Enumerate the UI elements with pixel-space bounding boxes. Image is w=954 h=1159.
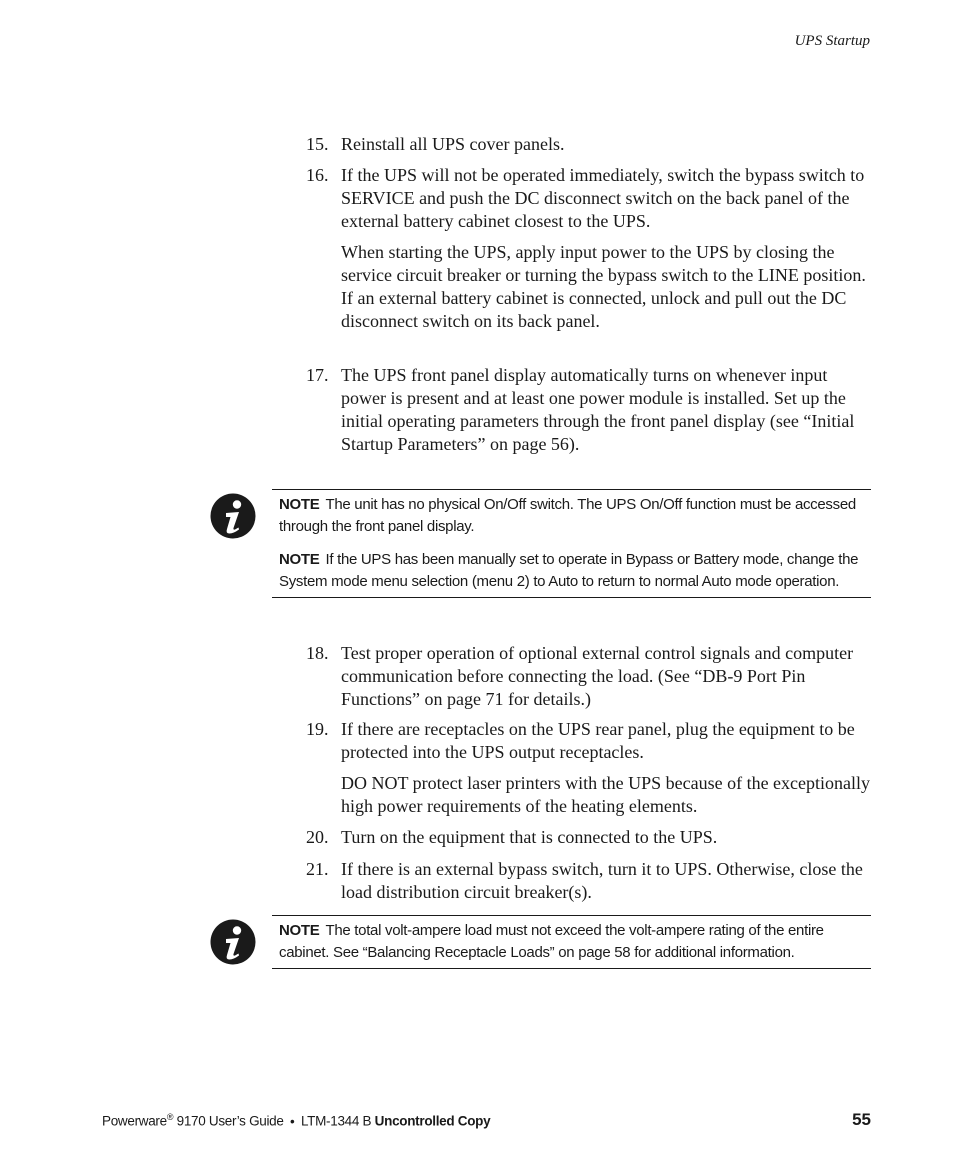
note [272, 920, 871, 964]
registered-mark: ® [166, 1112, 174, 1122]
info-icon [210, 919, 256, 965]
running-head: UPS Startup [794, 33, 870, 49]
step-text: When starting the UPS, apply input power to the UPS by closing the service circuit breaker or turning the bypass switch to the LINE position. If an external battery cabinet is connected, unlock and pull out the DC disconnect switch on its back panel. [341, 242, 866, 331]
step-text: If there is an external bypass switch, turn it to UPS. Otherwise, close the load distribution circuit breaker(s). [341, 859, 863, 902]
step-number: 17. [306, 365, 329, 385]
step-18 [306, 642, 872, 711]
note-box [272, 915, 871, 969]
step-number: 19. [306, 719, 329, 739]
step-text: The UPS front panel display automatically turns on whenever input power is present and at least one power module is installed. Set up the initial operating parameters through the front panel display (see “Initial Startup Parameters” on page 56). [341, 365, 855, 454]
step-text: Reinstall all UPS cover panels. [341, 134, 565, 154]
step-19 [306, 718, 872, 818]
step-20 [306, 826, 872, 849]
footer-status: Uncontrolled Copy [374, 1113, 491, 1129]
page-number: 55 [852, 1110, 871, 1129]
note-text: If the UPS has been manually set to operate in Bypass or Battery mode, change the System mode menu selection (menu 2) to Auto to return to normal Auto mode operation. [279, 551, 859, 590]
step-text: DO NOT protect laser printers with the UPS because of the exceptionally high power requirements of the heating elements. [341, 773, 871, 816]
note [272, 494, 871, 538]
step-number: 16. [306, 165, 329, 185]
footer-product: Powerware [102, 1113, 167, 1129]
step-text: Test proper operation of optional external control signals and computer communication before connecting the load. (See “DB-9 Port Pin Functions” on page 71 for details.) [341, 643, 854, 709]
step-number: 20. [306, 827, 329, 847]
footer-bullet: • [290, 1113, 295, 1129]
note-label: NOTE [279, 496, 320, 513]
step-number: 21. [306, 859, 329, 879]
step-17 [306, 364, 872, 456]
step-21 [306, 858, 872, 904]
step-16 [306, 164, 872, 333]
note-label: NOTE [279, 551, 320, 568]
step-text: If there are receptacles on the UPS rear panel, plug the equipment to be protected into the UPS output receptacles. [341, 719, 855, 762]
footer-doc-id: LTM-1344 B [300, 1113, 372, 1129]
footer-guide: 9170 User’s Guide [176, 1113, 284, 1129]
note-label: NOTE [279, 922, 320, 939]
note-box [272, 489, 871, 598]
step-text: Turn on the equipment that is connected to the UPS. [341, 827, 718, 847]
note-text: The total volt-ampere load must not exceed the volt-ampere rating of the entire cabinet. See “Balancing Receptacle Loads” on page 58 for additional information. [279, 922, 824, 961]
note [272, 549, 871, 593]
step-number: 15. [306, 134, 329, 154]
info-icon [210, 493, 256, 539]
page-footer [102, 1112, 490, 1129]
step-15 [306, 133, 872, 156]
step-text: If the UPS will not be operated immediately, switch the bypass switch to SERVICE and push the DC disconnect switch on the back panel of the external battery cabinet closest to the UPS. [341, 165, 865, 231]
step-number: 18. [306, 643, 329, 663]
note-text: The unit has no physical On/Off switch. The UPS On/Off function must be accessed through the front panel display. [279, 496, 856, 535]
